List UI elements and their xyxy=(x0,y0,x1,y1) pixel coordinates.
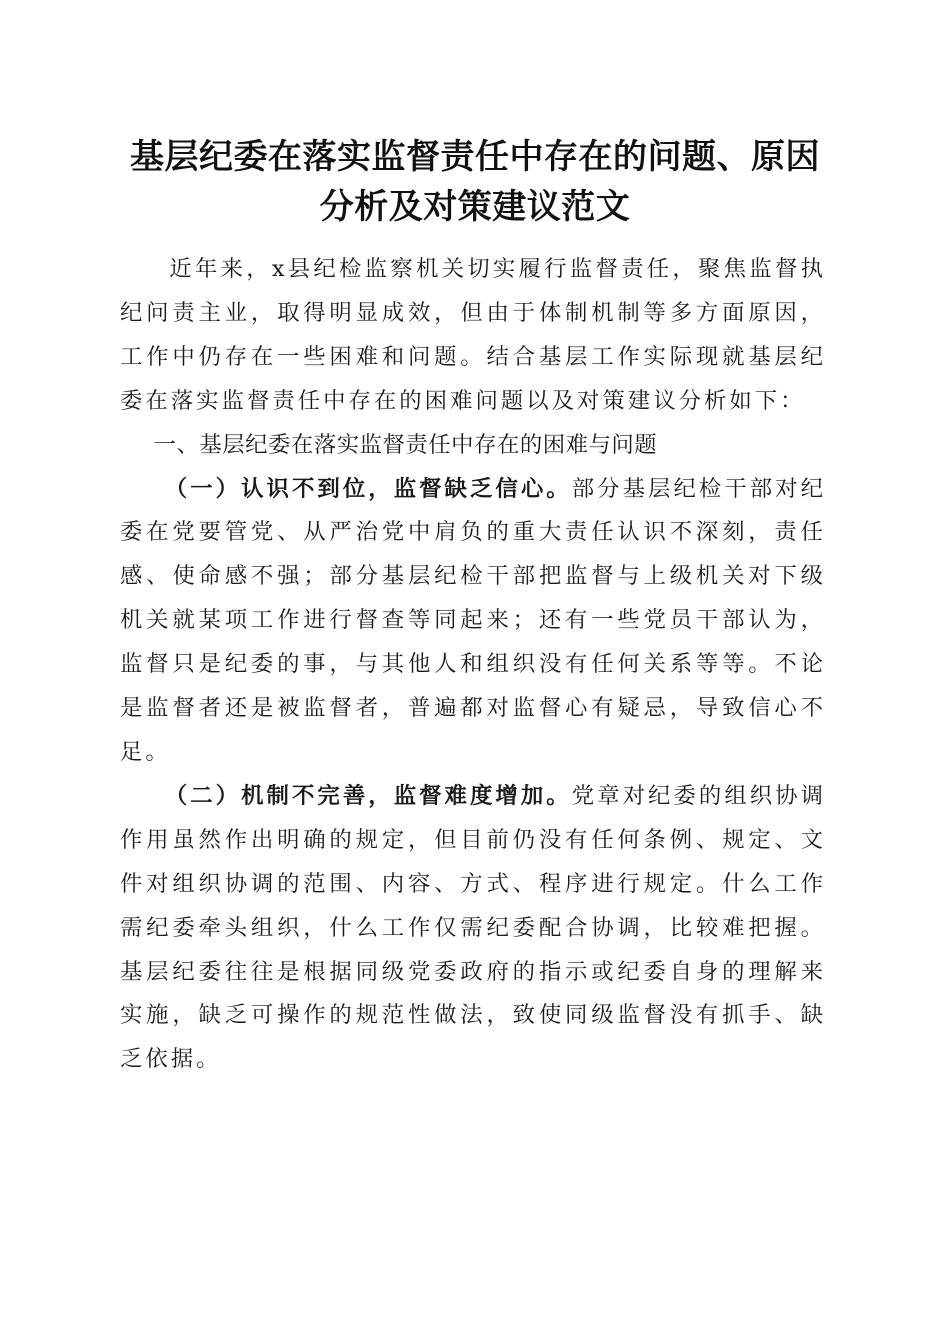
intro-paragraph: 近年来，x县纪检监察机关切实履行监督责任，聚焦监督执纪问责主业，取得明显成效，但由于体制机制等多方面原因，工作中仍存在一些困难和问题。结合基层工作实际现就基层纪委在落实监督责任中存在的困难问题以及对策建议分析如下： xyxy=(120,256,826,414)
subsection-1-paragraph xyxy=(120,468,826,775)
subsection-2-paragraph xyxy=(120,775,826,1082)
subsection-2-text: 党章对纪委的组织协调作用虽然作出明确的规定，但目前仍没有任何条例、规定、文件对组织协调的范围、内容、方式、程序进行规定。什么工作需纪委牵头组织，什么工作仅需纪委配合协调，比较难把握。基层纪委往往是根据同级党委政府的指示或纪委自身的理解来实施，缺乏可操作的规范性做法，致使同级监督没有抓手、缺乏依据。 xyxy=(120,782,827,1073)
subsection-2-lead: （二）机制不完善，监督难度增加。 xyxy=(164,782,572,809)
subsection-1-lead: （一）认识不到位，监督缺乏信心。 xyxy=(164,475,572,502)
subsection-1-text: 部分基层纪检干部对纪委在党要管党、从严治党中肩负的重大责任认识不深刻，责任感、使命感不强；部分基层纪检干部把监督与上级机关对下级机关就某项工作进行督查等同起来；还有一些党员干部认为，监督只是纪委的事，与其他人和组织没有任何关系等等。不论是监督者还是被监督者，普遍都对监督心有疑忌，导致信心不足。 xyxy=(120,475,827,765)
document-body xyxy=(120,248,826,1082)
title-line-1: 基层纪委在落实监督责任中存在的问题、原因 xyxy=(130,137,820,177)
document-title xyxy=(100,132,850,232)
title-line-2: 分析及对策建议范文 xyxy=(319,187,631,227)
section-heading-1: 一、基层纪委在落实监督责任中存在的困难与问题 xyxy=(153,431,658,458)
